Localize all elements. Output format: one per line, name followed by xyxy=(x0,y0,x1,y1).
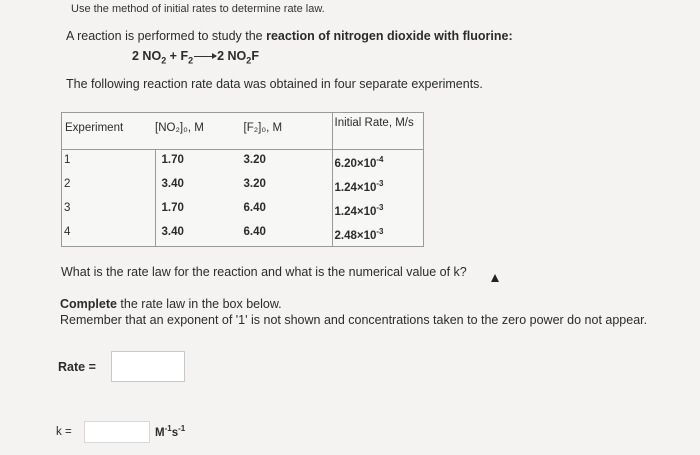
product: 2 NO xyxy=(217,49,247,63)
intro-text xyxy=(66,29,513,43)
reactant-1: 2 NO xyxy=(132,49,162,63)
rate-law-input[interactable] xyxy=(111,351,185,382)
cell-f2: 3.20 xyxy=(243,154,266,166)
product-sub: 2 xyxy=(246,55,252,66)
intro-bold: reaction of nitrogen dioxide with fluorine: xyxy=(266,29,513,43)
header-no2: [NO₂]₀, M xyxy=(155,113,244,150)
rate-label: Rate = xyxy=(58,360,96,374)
data-intro-text: The following reaction rate data was obtained in four separate experiments. xyxy=(66,77,483,91)
table-row xyxy=(62,174,424,198)
question-text: What is the rate law for the reaction and what is the numerical value of k? xyxy=(61,265,467,279)
complete-instruction xyxy=(60,297,282,311)
cell-rate: $6.20\times 10^{-4}$ xyxy=(332,150,423,175)
cell-f2: 6.40 xyxy=(243,226,266,238)
cell-exp: 4 xyxy=(62,222,156,247)
reactant-1-sub: 2 xyxy=(161,55,167,66)
complete-bold: Complete xyxy=(60,297,117,311)
header-f2: [F₂]₀, M xyxy=(244,113,333,150)
k-value-input[interactable] xyxy=(84,421,150,443)
cell-no2: 3.40 xyxy=(161,178,184,190)
cell-no2: 3.40 xyxy=(161,226,184,238)
instruction-text: Use the method of initial rates to determine rate law. xyxy=(71,3,325,15)
cell-exp: 2 xyxy=(62,174,156,198)
k-label: k = xyxy=(56,426,72,438)
k-units: $M^{-1}s^{-1}$ xyxy=(155,424,186,439)
rate-data-table xyxy=(61,112,424,247)
reactant-2-sub: 2 xyxy=(188,55,194,66)
product-tail: F xyxy=(251,49,259,63)
cell-f2: 6.40 xyxy=(243,202,266,214)
header-initial-rate: Initial Rate, M/s xyxy=(332,113,423,150)
table-row xyxy=(62,222,424,247)
complete-rest: the rate law in the box below. xyxy=(116,297,282,311)
cell-exp: 3 xyxy=(62,198,156,222)
reaction-equation xyxy=(132,49,259,66)
remember-note: Remember that an exponent of '1' is not shown and concentrations taken to the zero power do not appear. xyxy=(60,313,648,327)
reactant-2: + F xyxy=(166,49,189,63)
header-experiment: Experiment xyxy=(62,113,156,150)
table-row xyxy=(62,198,424,222)
cell-no2: 1.70 xyxy=(161,202,184,214)
cell-rate: $2.48\times 10^{-3}$ xyxy=(332,222,423,247)
cell-rate: $1.24\times 10^{-3}$ xyxy=(332,174,423,198)
cell-f2: 3.20 xyxy=(243,178,266,190)
table-header-row xyxy=(62,113,424,150)
cell-no2: 1.70 xyxy=(161,154,184,166)
cell-exp: 1 xyxy=(62,150,156,175)
table-row xyxy=(62,150,424,175)
reaction-arrow-icon xyxy=(194,56,216,57)
cell-rate: $1.24\times 10^{-3}$ xyxy=(332,198,423,222)
mouse-cursor-icon xyxy=(491,274,499,282)
intro-prefix: A reaction is performed to study the xyxy=(66,29,267,43)
